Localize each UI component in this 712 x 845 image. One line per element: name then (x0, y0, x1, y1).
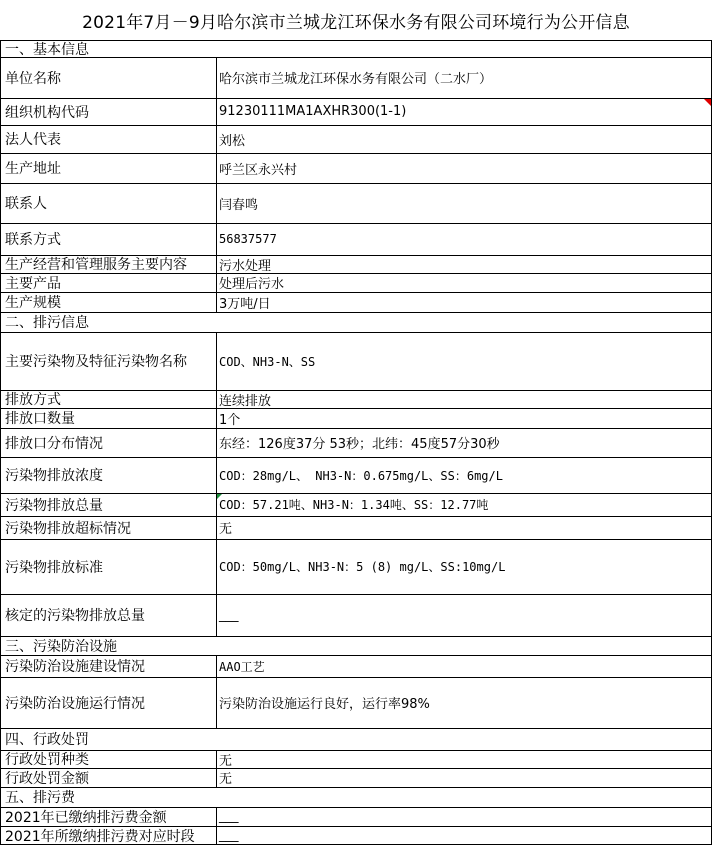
field-value[interactable]: ___ (219, 828, 239, 843)
table-row (0, 677, 712, 728)
grid-line (0, 457, 712, 458)
section-header[interactable]: 四、行政处罚 (5, 732, 89, 748)
table-row (0, 390, 712, 408)
section-header-row (0, 636, 712, 655)
table-row (0, 57, 712, 98)
field-label[interactable]: 联系方式 (5, 232, 61, 248)
table-row (0, 255, 712, 273)
field-value[interactable]: COD：28mg/L、 NH3-N：0.675mg/L、SS：6mg/L (219, 468, 503, 483)
field-value[interactable]: 1个 (219, 412, 241, 428)
field-label[interactable]: 行政处罚金额 (5, 770, 89, 787)
section-header[interactable]: 五、排污费 (5, 790, 75, 806)
field-label[interactable]: 生产规模 (5, 295, 61, 311)
table-row (0, 183, 712, 223)
section-header[interactable]: 三、污染防治设施 (5, 638, 117, 655)
field-value[interactable]: 污水处理 (219, 258, 272, 273)
field-label[interactable]: 生产经营和管理服务主要内容 (5, 257, 187, 273)
table-row (0, 273, 712, 292)
field-value[interactable]: 无 (219, 772, 233, 787)
grid-line (0, 255, 712, 256)
grid-line (0, 807, 712, 808)
section-header-row (0, 728, 712, 750)
field-value[interactable]: 刘松 (219, 133, 246, 149)
table-row (0, 223, 712, 255)
field-value[interactable]: 3万吨/日 (219, 296, 271, 312)
table-row (0, 768, 712, 787)
section-header-row (0, 312, 712, 332)
field-value[interactable]: 无 (219, 753, 233, 768)
field-value[interactable]: 污染防治设施运行良好，运行率98% (219, 697, 430, 712)
field-value[interactable]: AAO工艺 (219, 659, 265, 674)
table-row (0, 516, 712, 539)
table-row (0, 125, 712, 153)
grid-line (0, 655, 712, 656)
field-label[interactable]: 排放口数量 (5, 411, 75, 427)
grid-line (0, 40, 712, 41)
table-row (0, 292, 712, 312)
field-value[interactable]: ___ (219, 607, 239, 623)
table-row (0, 539, 712, 594)
field-value[interactable]: 91230111MA1AXHR300(1-1) (219, 104, 407, 119)
grid-line (0, 728, 712, 729)
comment-indicator-icon[interactable] (704, 99, 711, 106)
section-header-row (0, 40, 712, 57)
page-title: 2021年7月－9月哈尔滨市兰城龙江环保水务有限公司环境行为公开信息 (82, 12, 630, 33)
field-value[interactable]: 哈尔滨市兰城龙江环保水务有限公司（二水厂） (219, 72, 493, 87)
grid-line (0, 428, 712, 429)
field-label[interactable]: 2021年已缴纳排污费金额 (5, 809, 167, 826)
field-label[interactable]: 生产地址 (5, 161, 61, 177)
grid-line (0, 273, 712, 274)
grid-line (0, 125, 712, 126)
table-row (0, 332, 712, 390)
field-label[interactable]: 行政处罚种类 (5, 752, 89, 768)
table-row (0, 493, 712, 516)
grid-line (0, 390, 712, 391)
field-label[interactable]: 污染物排放浓度 (5, 468, 103, 484)
field-label[interactable]: 主要产品 (5, 275, 61, 292)
grid-line (0, 57, 712, 58)
table-row (0, 826, 712, 845)
grid-line (0, 636, 712, 637)
field-label[interactable]: 组织机构代码 (5, 104, 89, 121)
grid-line (0, 183, 712, 184)
error-indicator-icon (217, 494, 222, 499)
section-header[interactable]: 二、排污信息 (5, 315, 89, 331)
table-row (0, 655, 712, 677)
grid-line (0, 493, 712, 494)
section-header[interactable]: 一、基本信息 (5, 41, 89, 57)
grid-line (0, 594, 712, 595)
grid-line (0, 539, 712, 540)
grid-line (0, 312, 712, 313)
table-row (0, 807, 712, 826)
table-row (0, 750, 712, 768)
field-label[interactable]: 排放方式 (5, 392, 61, 408)
field-value[interactable]: ___ (219, 809, 239, 824)
field-value[interactable]: COD：50mg/L、NH3-N：5 (8) mg/L、SS:10mg/L (219, 560, 506, 574)
table-row (0, 457, 712, 493)
grid-line (0, 332, 712, 333)
field-label[interactable]: 单位名称 (5, 70, 61, 87)
section-header-row (0, 787, 712, 807)
field-label[interactable]: 污染防治设施运行情况 (5, 695, 145, 712)
field-label[interactable]: 污染物排放标准 (5, 559, 103, 576)
field-value[interactable]: COD、NH3-N、SS (219, 354, 316, 369)
field-value[interactable]: 东经：126度37分 53秒；北纬：45度57分30秒 (219, 437, 500, 452)
grid-line (0, 750, 712, 751)
grid-line (0, 516, 712, 517)
field-label[interactable]: 污染物排放超标情况 (5, 520, 131, 537)
grid-line (0, 826, 712, 827)
table-row (0, 594, 712, 636)
field-label[interactable]: 法人代表 (5, 132, 61, 148)
table-row (0, 153, 712, 183)
table-row (0, 98, 712, 125)
field-label[interactable]: 污染物排放总量 (5, 497, 103, 514)
grid-line (0, 153, 712, 154)
grid-line (0, 768, 712, 769)
field-value[interactable]: 连续排放 (219, 393, 272, 408)
grid-line (0, 677, 712, 678)
table-row (0, 428, 712, 457)
field-label[interactable]: 主要污染物及特征污染物名称 (5, 354, 187, 370)
field-value[interactable]: 56837577 (219, 232, 277, 246)
grid-line (0, 223, 712, 224)
grid-line (0, 98, 712, 99)
grid-line (0, 408, 712, 409)
field-label[interactable]: 污染防治设施建设情况 (5, 659, 145, 675)
field-value[interactable]: 无 (219, 522, 233, 537)
field-value[interactable]: COD：57.21吨、NH3-N：1.34吨、SS：12.77吨 (219, 498, 489, 512)
field-label[interactable]: 2021年所缴纳排污费对应时段 (5, 828, 195, 845)
field-value[interactable]: 呼兰区永兴村 (219, 162, 298, 178)
field-label[interactable]: 排放口分布情况 (5, 435, 103, 452)
field-label[interactable]: 核定的污染物排放总量 (5, 608, 145, 624)
field-label[interactable]: 联系人 (5, 196, 47, 212)
grid-line (0, 787, 712, 788)
field-value[interactable]: 处理后污水 (219, 277, 285, 292)
table-row (0, 408, 712, 428)
grid-line (0, 40, 1, 845)
field-value[interactable]: 闫春鸣 (219, 197, 259, 213)
grid-line (0, 292, 712, 293)
